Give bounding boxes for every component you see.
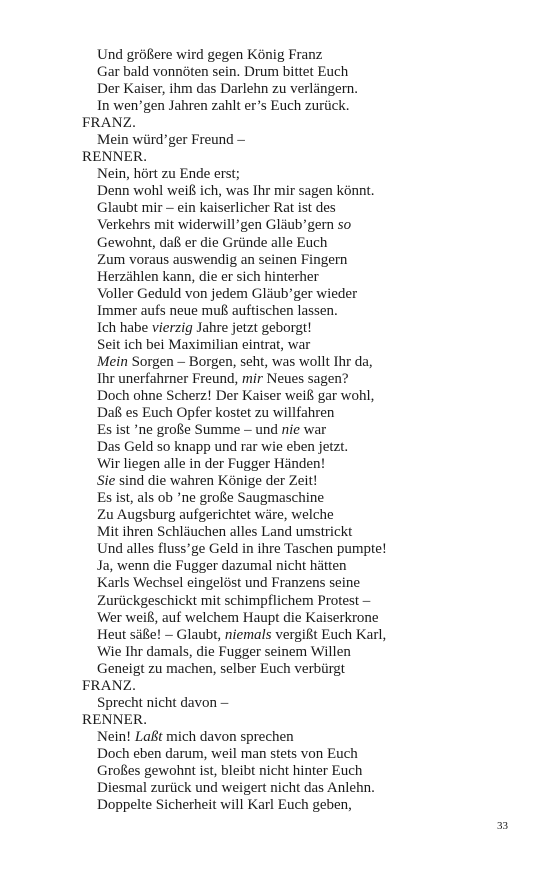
verse-line bbox=[82, 473, 522, 490]
text-run: Zu Augsburg aufgerichtet wäre, welche bbox=[97, 507, 334, 524]
text-run: In wen’gen Jahren zahlt er’s Euch zurück. bbox=[97, 98, 350, 115]
text-run: Zum voraus auswendig an seinen Fingern bbox=[97, 251, 348, 268]
speaker-name bbox=[82, 115, 522, 132]
verse-line bbox=[82, 98, 522, 115]
verse-line bbox=[82, 422, 522, 439]
text-run: RENNER. bbox=[82, 711, 148, 728]
verse-line bbox=[82, 166, 522, 183]
verse-line bbox=[82, 575, 522, 592]
verse-line bbox=[82, 695, 522, 712]
emphasized-text: so bbox=[337, 217, 352, 234]
text-run: Doppelte Sicherheit will Karl Euch geben, bbox=[97, 797, 352, 814]
text-run: Jahre jetzt geborgt! bbox=[192, 319, 313, 336]
drama-text bbox=[82, 47, 522, 814]
verse-line bbox=[82, 610, 522, 627]
verse-line bbox=[82, 235, 522, 252]
verse-line bbox=[82, 388, 522, 405]
text-run: Mit ihren Schläuchen alles Land umstrickt bbox=[97, 524, 353, 541]
text-run: Immer aufs neue muß auftischen lassen. bbox=[97, 302, 338, 319]
text-run: Denn wohl weiß ich, was Ihr mir sagen könnt. bbox=[97, 183, 375, 200]
verse-line bbox=[82, 217, 522, 234]
text-run: Ich habe bbox=[97, 319, 152, 336]
verse-line bbox=[82, 456, 522, 473]
verse-line bbox=[82, 644, 522, 661]
text-run: Es ist ’ne große Summe – und bbox=[97, 422, 282, 439]
text-run: sind die wahren Könige der Zeit! bbox=[115, 473, 318, 490]
text-run: Der Kaiser, ihm das Darlehn zu verlängern. bbox=[97, 81, 358, 98]
text-run: Nein, hört zu Ende erst; bbox=[97, 166, 240, 183]
text-run: Geneigt zu machen, selber Euch verbürgt bbox=[97, 660, 345, 677]
verse-line bbox=[82, 524, 522, 541]
page-number: 33 bbox=[497, 820, 508, 832]
text-run: Sprecht nicht davon – bbox=[97, 694, 229, 711]
text-run: Ja, wenn die Fugger dazumal nicht hätten bbox=[97, 558, 347, 575]
verse-line bbox=[82, 64, 522, 81]
verse-line bbox=[82, 252, 522, 269]
verse-line bbox=[82, 200, 522, 217]
speaker-name bbox=[82, 149, 522, 166]
verse-line bbox=[82, 780, 522, 797]
verse-line bbox=[82, 729, 522, 746]
text-run: RENNER. bbox=[82, 149, 148, 166]
verse-line bbox=[82, 763, 522, 780]
text-run: Das Geld so knapp und rar wie eben jetzt. bbox=[97, 439, 349, 456]
verse-line bbox=[82, 507, 522, 524]
verse-line bbox=[82, 558, 522, 575]
text-run: Verkehrs mit widerwill’gen Gläub’gern bbox=[97, 217, 338, 234]
speaker-name bbox=[82, 712, 522, 729]
text-run: Wir liegen alle in der Fugger Händen! bbox=[97, 456, 326, 473]
text-run: vergißt Euch Karl, bbox=[271, 626, 387, 643]
verse-line bbox=[82, 797, 522, 814]
verse-line bbox=[82, 661, 522, 678]
text-run: Daß es Euch Opfer kostet zu willfahren bbox=[97, 404, 335, 421]
verse-line bbox=[82, 439, 522, 456]
text-run: Und größere wird gegen König Franz bbox=[97, 47, 323, 63]
text-run: mich davon sprechen bbox=[162, 728, 294, 745]
emphasized-text: mir bbox=[241, 370, 263, 387]
text-run: Nein! bbox=[97, 728, 135, 745]
verse-line bbox=[82, 405, 522, 422]
verse-line bbox=[82, 593, 522, 610]
verse-line bbox=[82, 47, 522, 64]
emphasized-text: Sie bbox=[97, 473, 116, 490]
verse-line bbox=[82, 81, 522, 98]
verse-line bbox=[82, 269, 522, 286]
emphasized-text: Laßt bbox=[134, 728, 163, 745]
emphasized-text: niemals bbox=[224, 626, 272, 643]
text-run: Es ist, als ob ’ne große Saugmaschine bbox=[97, 490, 325, 507]
verse-line bbox=[82, 132, 522, 149]
text-run: Glaubt mir – ein kaiserlicher Rat ist des bbox=[97, 200, 336, 217]
verse-line bbox=[82, 286, 522, 303]
text-run: Karls Wechsel eingelöst und Franzens seine bbox=[97, 575, 361, 592]
text-run: Neues sagen? bbox=[262, 370, 349, 387]
verse-line bbox=[82, 303, 522, 320]
text-run: FRANZ. bbox=[82, 677, 137, 694]
text-run: Wer weiß, auf welchem Haupt die Kaiserkrone bbox=[97, 609, 379, 626]
verse-line bbox=[82, 627, 522, 644]
verse-line bbox=[82, 490, 522, 507]
text-run: Herzählen kann, die er sich hinterher bbox=[97, 268, 319, 285]
text-run: Heut säße! – Glaubt, bbox=[97, 626, 225, 643]
text-run: Seit ich bei Maximilian eintrat, war bbox=[97, 336, 311, 353]
text-run: Voller Geduld von jedem Gläub’ger wieder bbox=[97, 285, 358, 302]
verse-line bbox=[82, 337, 522, 354]
text-run: Doch ohne Scherz! Der Kaiser weiß gar wohl, bbox=[97, 387, 375, 404]
text-run: Doch eben darum, weil man stets von Euch bbox=[97, 745, 358, 762]
verse-line bbox=[82, 746, 522, 763]
emphasized-text: vierzig bbox=[151, 319, 193, 336]
text-run: Und alles fluss’ge Geld in ihre Taschen pumpte! bbox=[97, 541, 387, 558]
verse-line bbox=[82, 371, 522, 388]
text-run: Diesmal zurück und weigert nicht das Anlehn. bbox=[97, 780, 375, 797]
text-run: Ihr unerfahrner Freund, bbox=[97, 370, 242, 387]
emphasized-text: nie bbox=[281, 422, 300, 439]
verse-line bbox=[82, 354, 522, 371]
verse-line bbox=[82, 320, 522, 337]
text-run: Zurückgeschickt mit schimpflichem Protest – bbox=[97, 592, 371, 609]
text-run: FRANZ. bbox=[82, 115, 137, 132]
text-run: Mein würd’ger Freund – bbox=[97, 132, 245, 149]
text-run: Sorgen – Borgen, seht, was wollt Ihr da, bbox=[127, 353, 373, 370]
text-run: Großes gewohnt ist, bleibt nicht hinter Euch bbox=[97, 762, 363, 779]
text-run: Wie Ihr damals, die Fugger seinem Willen bbox=[97, 643, 351, 660]
verse-line bbox=[82, 541, 522, 558]
text-run: Gar bald vonnöten sein. Drum bittet Euch bbox=[97, 64, 349, 81]
emphasized-text: Mein bbox=[97, 353, 128, 370]
speaker-name bbox=[82, 678, 522, 695]
verse-line bbox=[82, 183, 522, 200]
text-run: Gewohnt, daß er die Gründe alle Euch bbox=[97, 234, 328, 251]
text-run: war bbox=[299, 422, 327, 439]
